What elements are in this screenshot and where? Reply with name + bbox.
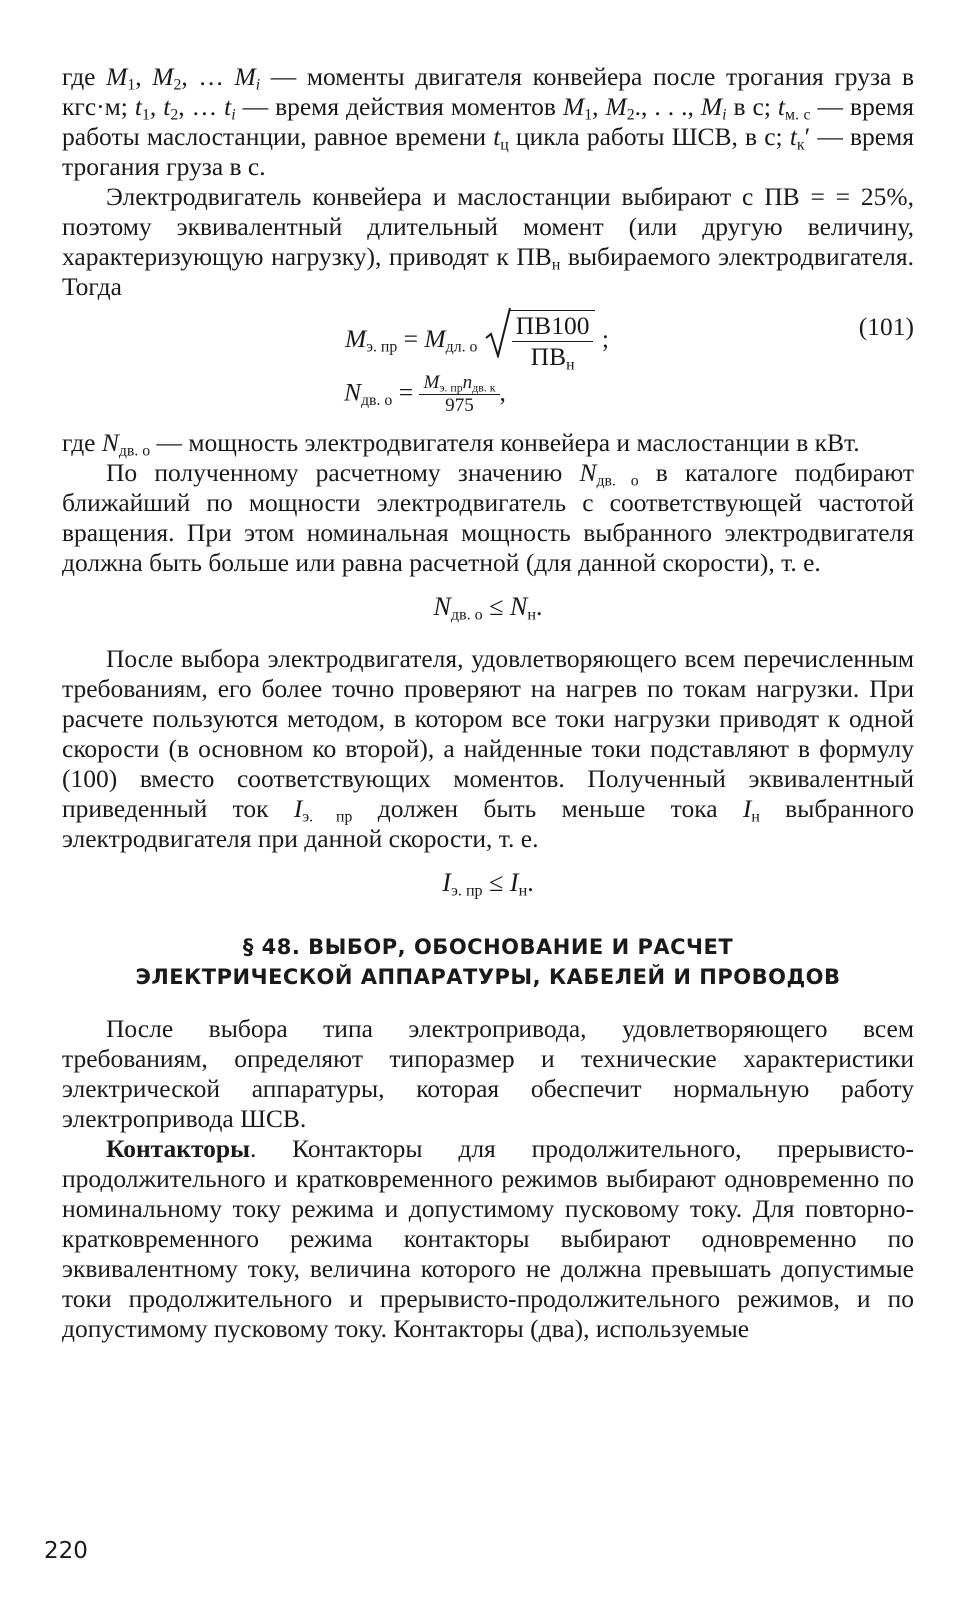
paragraph-4: По полученному расчетному значению $N_{дв. о}$ в каталоге подбирают ближайший по мощности электродвигатель с соответствующей частотой вращения. При этом номинальная мощность выбранного электродвигателя должна быть больше или равна расчетной (для данной скорости), т. е. <box>62 458 914 577</box>
paragraph-1: где $M_1$, $M_2$, … $M_i$ — моменты двигателя конвейера после трогания груза в кгс·м; $t_1$, $t_2$, … $t_i$ — время действия моментов $M_1$, $M_2$., . . ., $M_i$ в с; $t_{м. с}$ — время работы маслостанции, равное времени $t_ц$ цикла работы ШСВ, в с; $t_к'$ — время трогания груза в с. <box>62 62 915 181</box>
equation-number: (101) <box>858 312 914 341</box>
page-number: 220 <box>44 1538 88 1564</box>
paragraph-2: Электродвигатель конвейера и маслостанции выбирают с ПВ = = 25%, поэтому эквивалентный длительный момент (или другую величину, характеризующую нагрузку), приводят к $ПВ_н$ выбираемого электродвигателя. Тогда <box>62 182 915 301</box>
paragraph-7: Контакторы. Контакторы для продолжительного, прерывисто-продолжительного и кратковременного режимов выбирают одновременно по номинальному току режима и допустимому пусковому току. Для повторно-кратковременного режима контакторы выбирают одновременно по эквивалентному току, величина которого не должна превышать допустимые токи продолжительного и прерывисто-продолжительного режимов, и по допустимому пусковому току. Контакторы (два), используемые <box>62 1134 914 1343</box>
formula-101: $M_{э. пр} = M_{дл. о}$ $\frac{ПВ100}{ПВ_н}$ ; (101) $N_{дв. о}$ = $\frac{M_{э. пр}n_{дв. к}}{975}$ , <box>62 304 914 422</box>
page-content <box>62 62 914 1344</box>
section-heading-line-1: § 48. ВЫБОР, ОБОСНОВАНИЕ И РАСЧЕТ <box>242 935 734 959</box>
paragraph-5: После выбора электродвигателя, удовлетворяющего всем перечисленным требованиям, его более точно проверяют на нагрев по токам нагрузки. При расчете пользуются методом, в котором все токи нагрузки приводят к одной скорости (в основном ко второй), а найденные токи подставляют в формулу (100) вместо соответствующих моментов. Полученный эквивалентный приведенный ток $I_{э. пр}$ должен быть меньше тока $I_н$ выбранного электродвигателя при данной скорости, т. е. <box>62 644 914 853</box>
section-heading <box>62 932 914 992</box>
power-fraction: $\frac{M_{э. пр}n_{дв. к}}{975}$ <box>419 372 499 417</box>
square-root: $\frac{ПВ100}{ПВ_н}$ <box>484 310 596 372</box>
inequality-current: $I_{э. пр} \le I_н$. <box>442 868 534 900</box>
section-heading-line-2: ЭЛЕКТРИЧЕСКОЙ АППАРАТУРЫ, КАБЕЛЕЙ И ПРОВОДОВ <box>135 965 841 989</box>
inequality-power: $N_{дв. о} \le N_н$. <box>433 592 543 624</box>
paragraph-6: После выбора типа электропривода, удовлетворяющего всем требованиям, определяют типоразмер и технические характеристики электрической аппаратуры, которая обеспечит нормальную работу электропривода ШСВ. <box>62 1014 914 1133</box>
run-in-heading: Контакторы <box>106 1134 250 1163</box>
paragraph-3: где $N_{дв. о}$ — мощность электродвигателя конвейера и маслостанции в кВт. <box>62 428 860 460</box>
radical-sign-icon <box>484 306 512 358</box>
